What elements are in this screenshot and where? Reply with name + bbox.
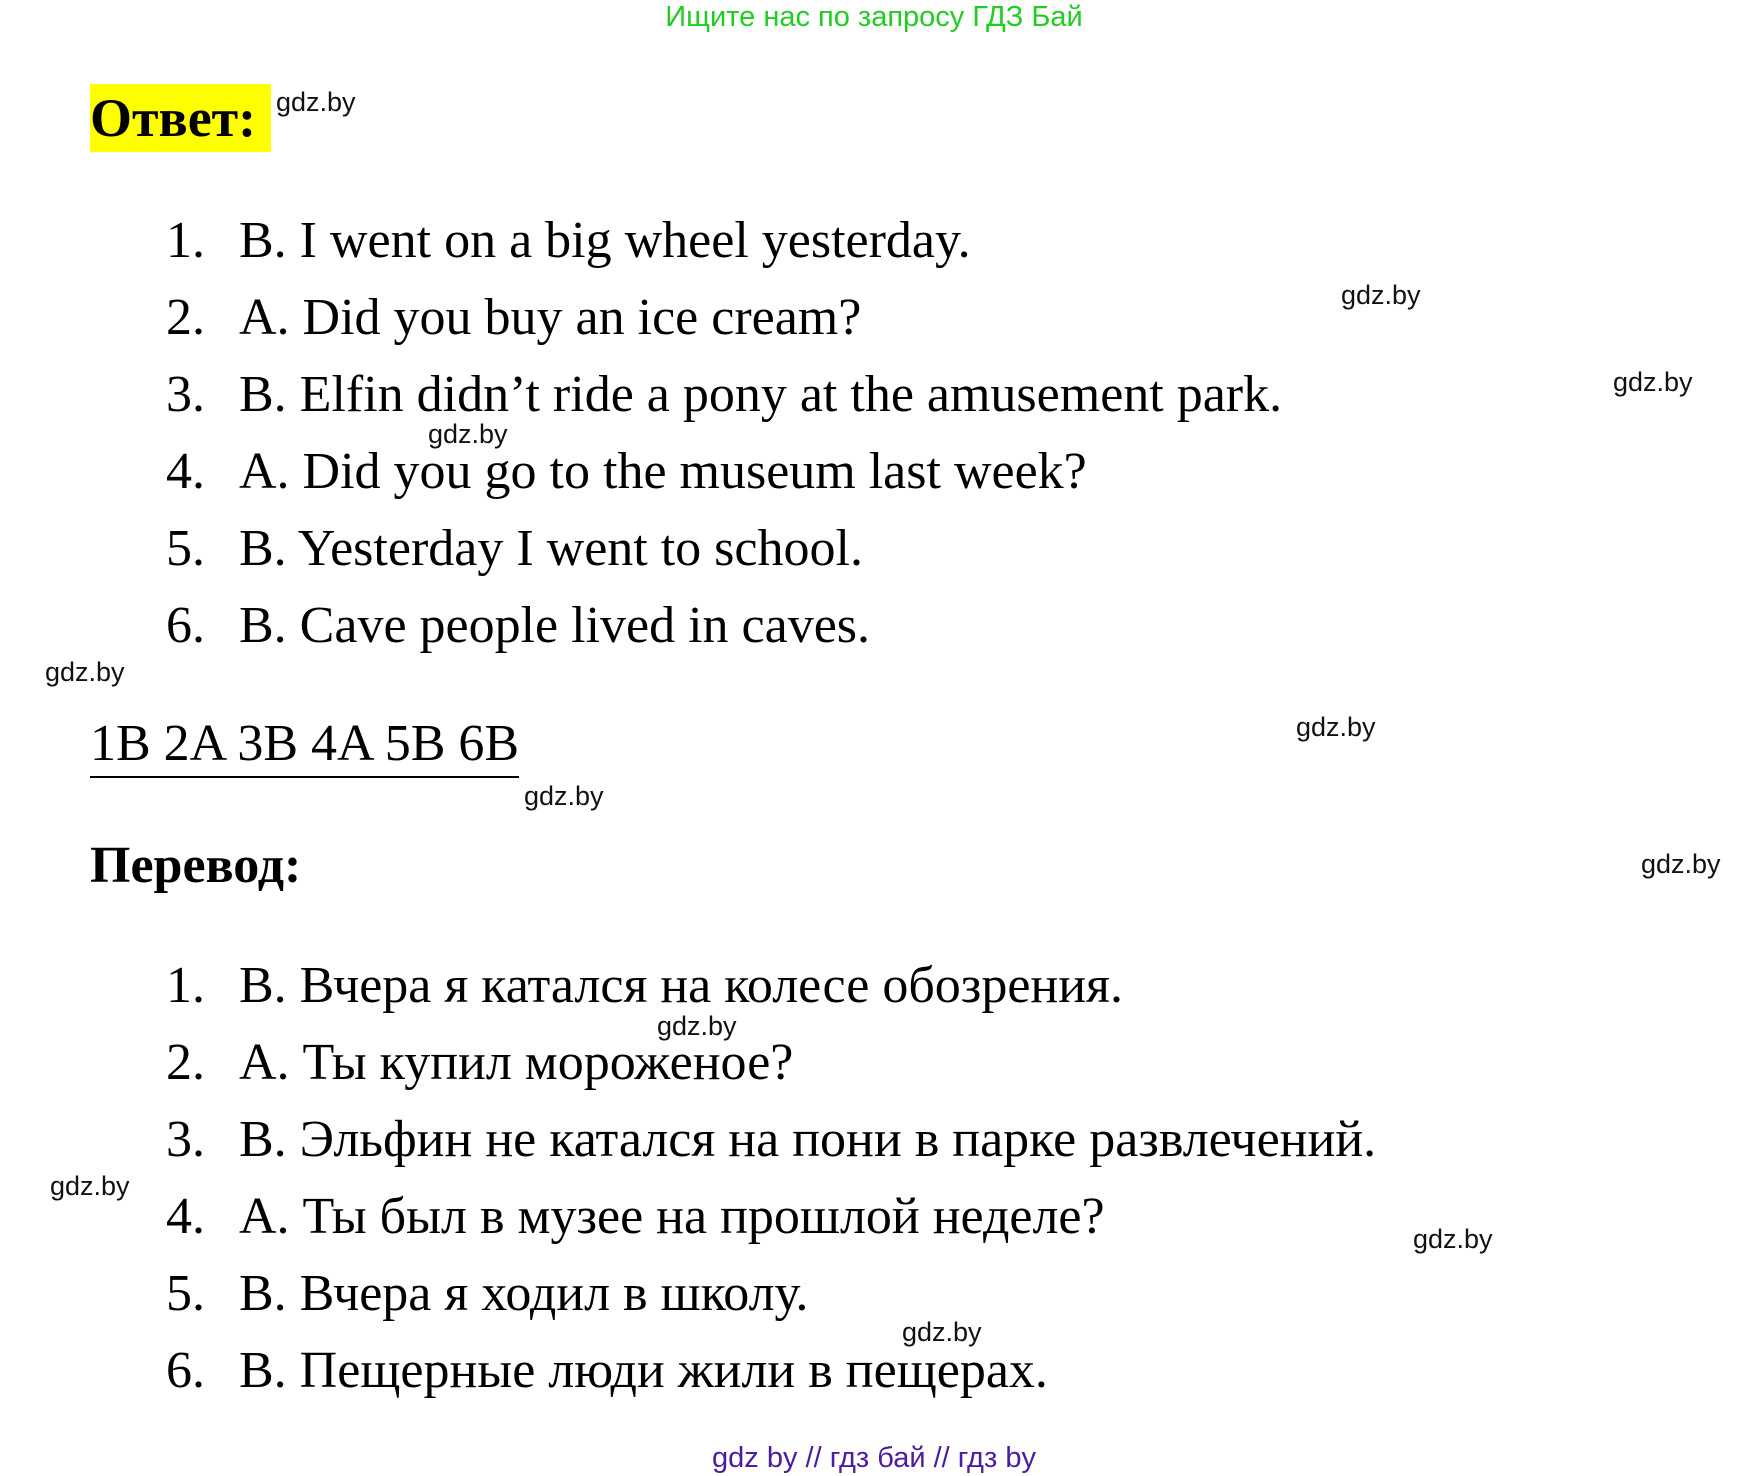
answer-item [166,594,870,658]
item-text: B. Пещерные люди жили в пещерах. [239,1342,1048,1399]
item-text: A. Did you go to the museum last week? [239,443,1087,500]
translation-item [166,1185,1105,1249]
item-number: 4. [166,1188,205,1245]
item-text: B. Вчера я катался на колесе обозрения. [239,957,1123,1014]
item-text: A. Ты был в музее на прошлой неделе? [239,1188,1105,1245]
watermark: gdz.by [276,87,356,117]
answer-code: 1B 2A 3B 4A 5B 6B [90,712,519,778]
item-text: B. I went on a big wheel yesterday. [239,212,971,269]
item-number: 1. [166,212,205,269]
watermark: gdz.by [45,657,125,687]
answer-item [166,209,971,273]
item-text: A. Ты купил мороженое? [239,1034,794,1091]
item-number: 5. [166,1265,205,1322]
item-number: 2. [166,289,205,346]
item-number: 4. [166,443,205,500]
answer-item [166,363,1282,427]
watermark: gdz.by [1413,1224,1493,1254]
item-text: B. Elfin didn’t ride a pony at the amusement park. [239,366,1283,423]
item-text: A. Did you buy an ice cream? [239,289,862,346]
item-text: B. Вчера я ходил в школу. [239,1265,809,1322]
answer-heading: Ответ: [90,84,271,152]
translation-heading: Перевод: [90,837,302,894]
answer-item [166,286,861,350]
watermark: gdz.by [1641,849,1721,879]
item-number: 2. [166,1034,205,1091]
watermark: gdz.by [1613,367,1693,397]
item-number: 5. [166,520,205,577]
watermark: gdz.by [1296,712,1376,742]
translation-item [166,1339,1048,1403]
translation-item [166,954,1123,1018]
item-number: 3. [166,366,205,423]
watermark: gdz.by [1341,280,1421,310]
item-number: 6. [166,1342,205,1399]
item-number: 6. [166,597,205,654]
watermark: gdz.by [524,781,604,811]
answer-item [166,517,863,581]
watermark: gdz.by [902,1317,982,1347]
translation-item [166,1262,808,1326]
item-text: B. Yesterday I went to school. [239,520,863,577]
item-text: B. Cave people lived in caves. [239,597,871,654]
watermark: gdz.by [428,419,508,449]
search-banner: Ищите нас по запросу ГДЗ Бай [665,1,1083,33]
footer-links: gdz by // гдз бай // гдз by [712,1442,1036,1474]
answer-item [166,440,1087,504]
watermark: gdz.by [657,1011,737,1041]
item-number: 3. [166,1111,205,1168]
item-text: B. Эльфин не катался на пони в парке развлечений. [239,1111,1377,1168]
item-number: 1. [166,957,205,1014]
translation-item [166,1108,1376,1172]
watermark: gdz.by [50,1171,130,1201]
